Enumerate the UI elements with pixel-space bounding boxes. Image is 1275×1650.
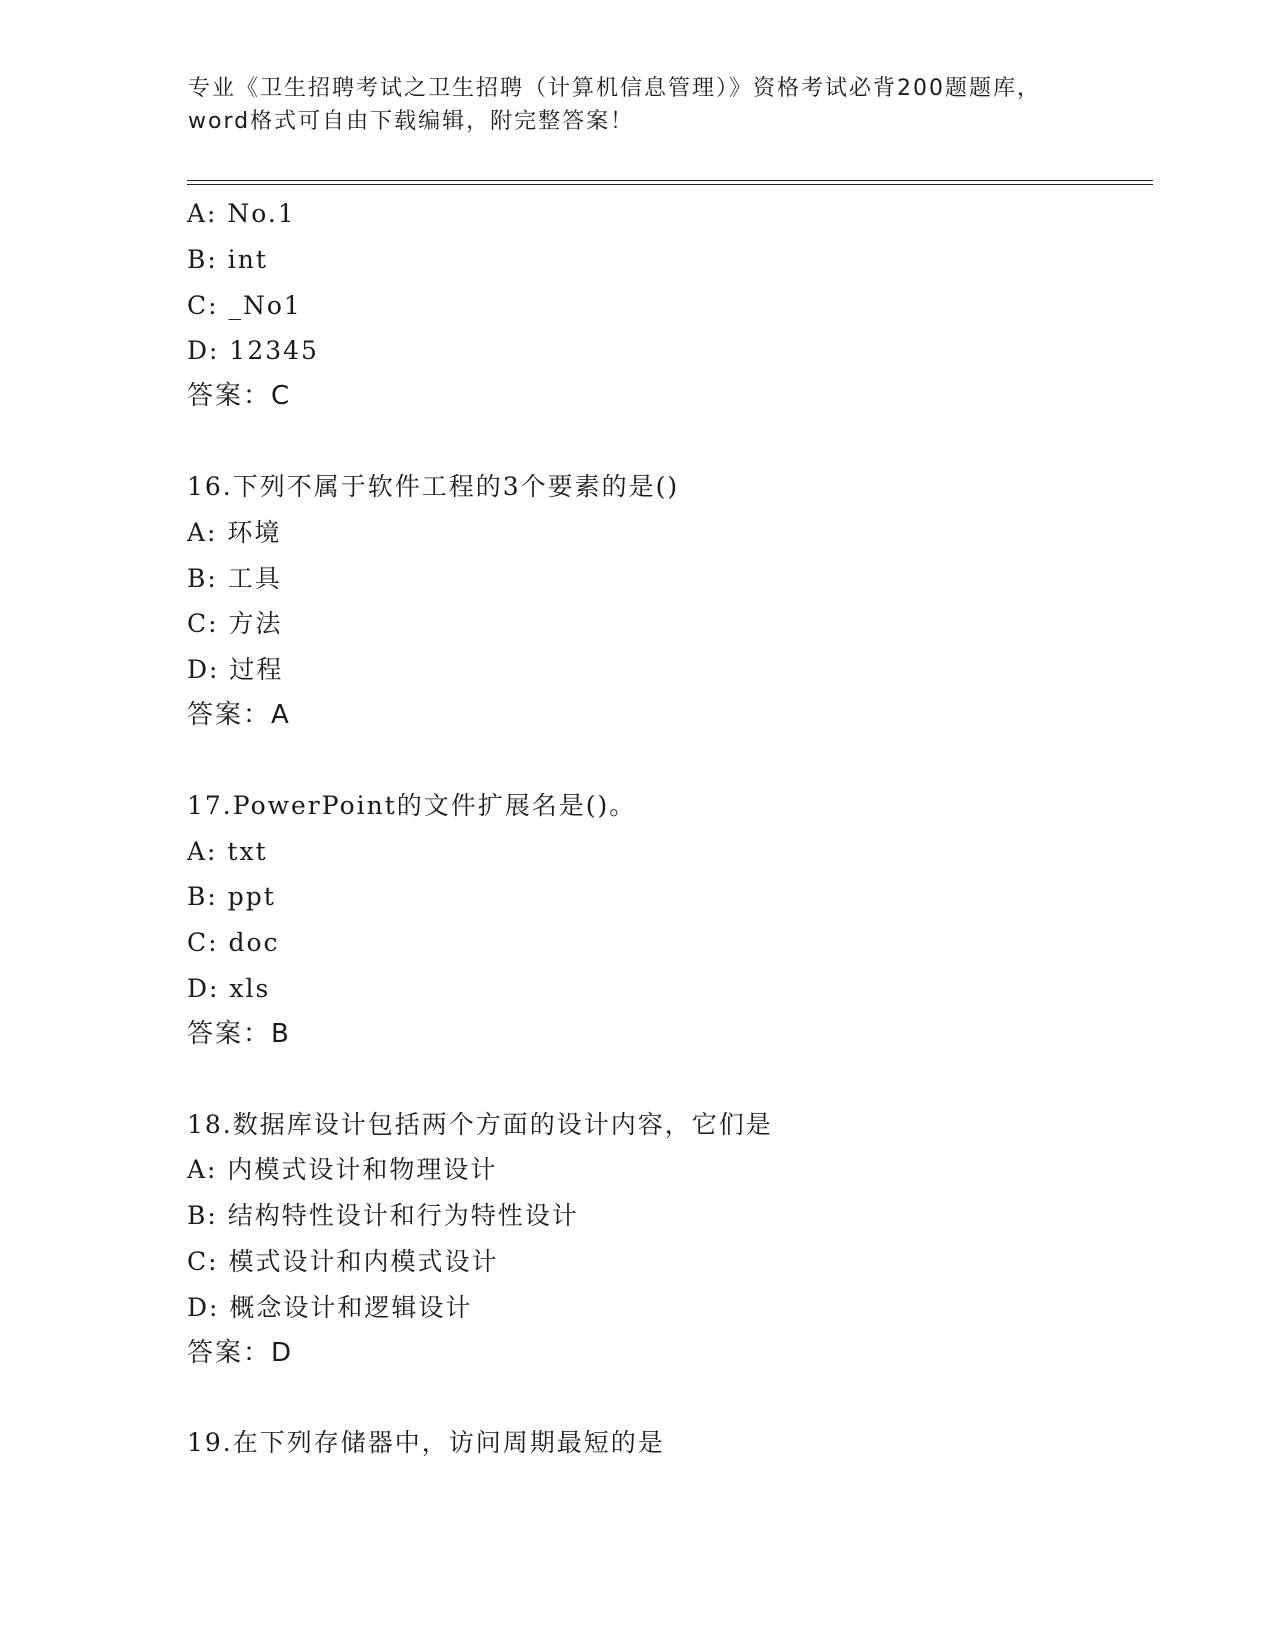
question-block-15	[187, 191, 1187, 420]
option-d: D: 过程	[187, 655, 284, 685]
option-c: C: _No1	[187, 290, 302, 320]
option-d: D: 概念设计和逻辑设计	[187, 1292, 473, 1322]
question-list	[187, 191, 1187, 1466]
option-a: A: txt	[187, 836, 268, 866]
option-b: B: 结构特性设计和行为特性设计	[187, 1201, 579, 1231]
question-stem: 17.PowerPoint的文件扩展名是()。	[187, 790, 637, 820]
option-b: B: int	[187, 244, 268, 274]
answer-line: 答案：B	[187, 1018, 291, 1049]
header-divider-bottom	[187, 184, 1153, 185]
document-header	[188, 72, 1108, 138]
question-stem: 18.数据库设计包括两个方面的设计内容，它们是	[187, 1109, 773, 1139]
question-block-19	[187, 1420, 1187, 1466]
option-d: D: 12345	[187, 336, 319, 366]
option-a: A: 环境	[187, 517, 282, 547]
option-c: C: doc	[187, 928, 280, 958]
option-a: A: No.1	[187, 199, 296, 228]
answer-line: 答案：C	[187, 381, 292, 412]
question-block-17	[187, 783, 1187, 1058]
answer-line: 答案：D	[187, 1337, 294, 1368]
question-stem: 16.下列不属于软件工程的3个要素的是()	[187, 471, 680, 501]
option-a: A: 内模式设计和物理设计	[187, 1155, 498, 1185]
question-block-16	[187, 464, 1187, 739]
header-line-1: 专业《卫生招聘考试之卫生招聘（计算机信息管理）》资格考试必背200题题库，	[188, 76, 1041, 101]
option-d: D: xls	[187, 973, 271, 1003]
option-b: B: ppt	[187, 882, 276, 912]
option-c: C: 模式设计和内模式设计	[187, 1246, 499, 1276]
header-divider-top	[187, 180, 1153, 181]
option-b: B: 工具	[187, 563, 282, 593]
question-stem: 19.在下列存储器中，访问周期最短的是	[187, 1428, 665, 1458]
question-block-18	[187, 1102, 1187, 1377]
answer-line: 答案：A	[187, 699, 291, 730]
header-line-2: word格式可自由下载编辑，附完整答案！	[188, 109, 635, 134]
option-c: C: 方法	[187, 609, 283, 639]
